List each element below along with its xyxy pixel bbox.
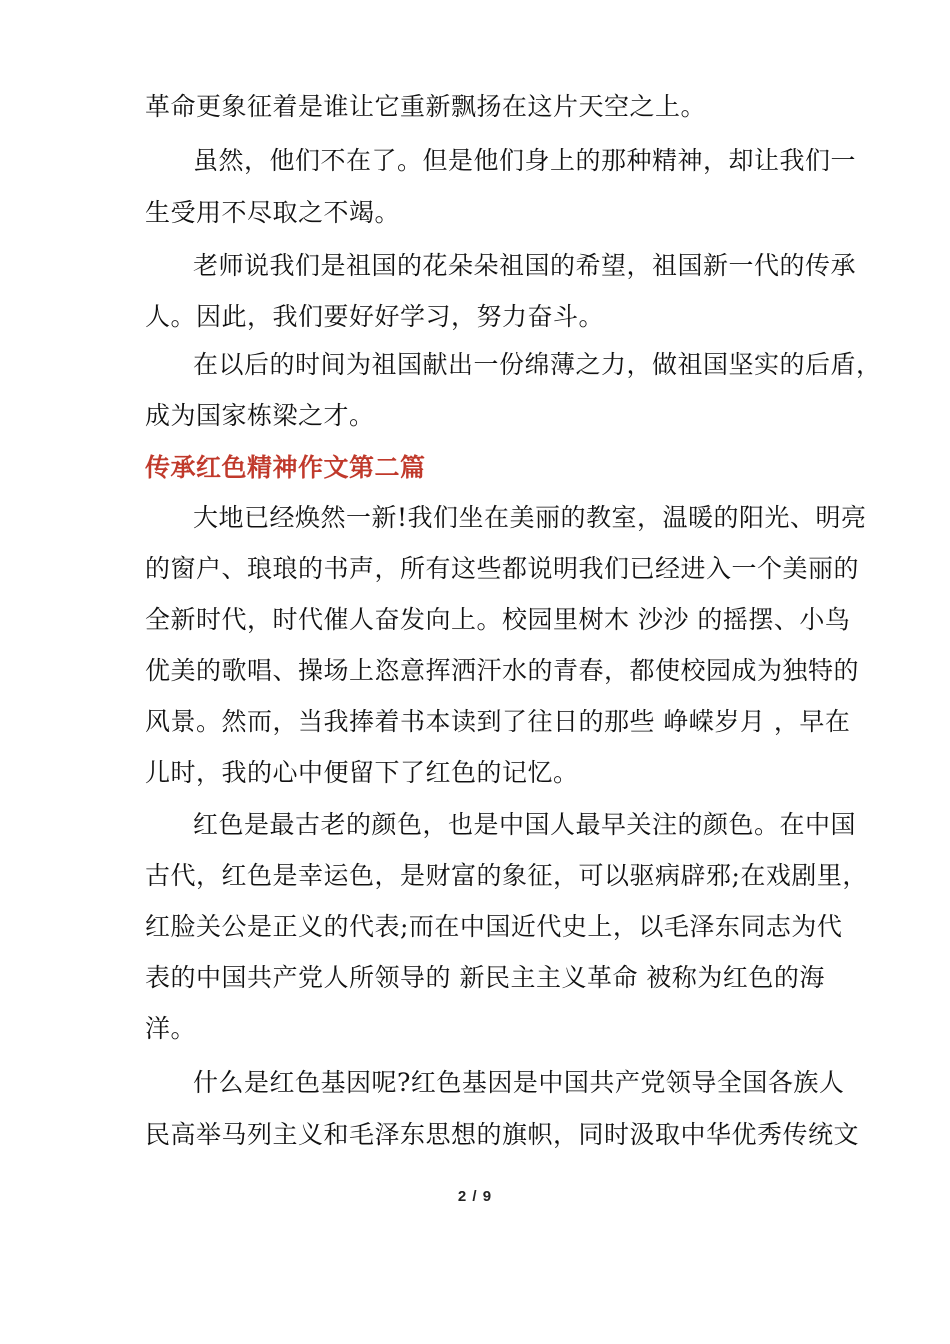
- text-line: 洋。: [145, 1014, 197, 1043]
- text-line: 儿时，我的心中便留下了红色的记忆。: [145, 758, 579, 787]
- section-heading: 传承红色精神作文第二篇: [145, 453, 426, 482]
- paragraph-start-line: 红色是最古老的颜色，也是中国人最早关注的颜色。在中国: [193, 810, 857, 839]
- paragraph-start-line: 虽然，他们不在了。但是他们身上的那种精神，却让我们一: [193, 146, 857, 175]
- text-line: 民高举马列主义和毛泽东思想的旗帜，同时汲取中华优秀传统文: [145, 1120, 860, 1149]
- text-line: 全新时代，时代催人奋发向上。校园里树木 沙沙 的摇摆、小鸟: [145, 605, 851, 634]
- text-line: 古代，红色是幸运色，是财富的象征，可以驱病辟邪;在戏剧里，: [145, 861, 868, 890]
- paragraph-start-line: 什么是红色基因呢?红色基因是中国共产党领导全国各族人: [193, 1068, 845, 1097]
- text-line: 红脸关公是正义的代表;而在中国近代史上，以毛泽东同志为代: [145, 912, 843, 941]
- page-indicator: 2 / 9: [457, 1188, 493, 1205]
- text-line: 革命更象征着是谁让它重新飘扬在这片天空之上。: [145, 92, 707, 121]
- paragraph-start-line: 在以后的时间为祖国献出一份绵薄之力，做祖国坚实的后盾，: [193, 350, 882, 379]
- paragraph-start-line: 老师说我们是祖国的花朵朵祖国的希望，祖国新一代的传承: [193, 251, 857, 280]
- text-line: 生受用不尽取之不竭。: [145, 198, 401, 227]
- text-line: 成为国家栋梁之才。: [145, 401, 375, 430]
- text-line: 优美的歌唱、操场上恣意挥洒汗水的青春，都使校园成为独特的: [145, 656, 860, 685]
- paragraph-start-line: 大地已经焕然一新!我们坐在美丽的教室，温暖的阳光、明亮: [193, 503, 867, 532]
- text-line: 人。因此，我们要好好学习，努力奋斗。: [145, 302, 605, 331]
- text-line: 的窗户、琅琅的书声，所有这些都说明我们已经进入一个美丽的: [145, 554, 860, 583]
- text-line: 表的中国共产党人所领导的 新民主主义革命 被称为红色的海: [145, 963, 825, 992]
- text-line: 风景。然而，当我捧着书本读到了往日的那些 峥嵘岁月 ，早在: [145, 707, 851, 736]
